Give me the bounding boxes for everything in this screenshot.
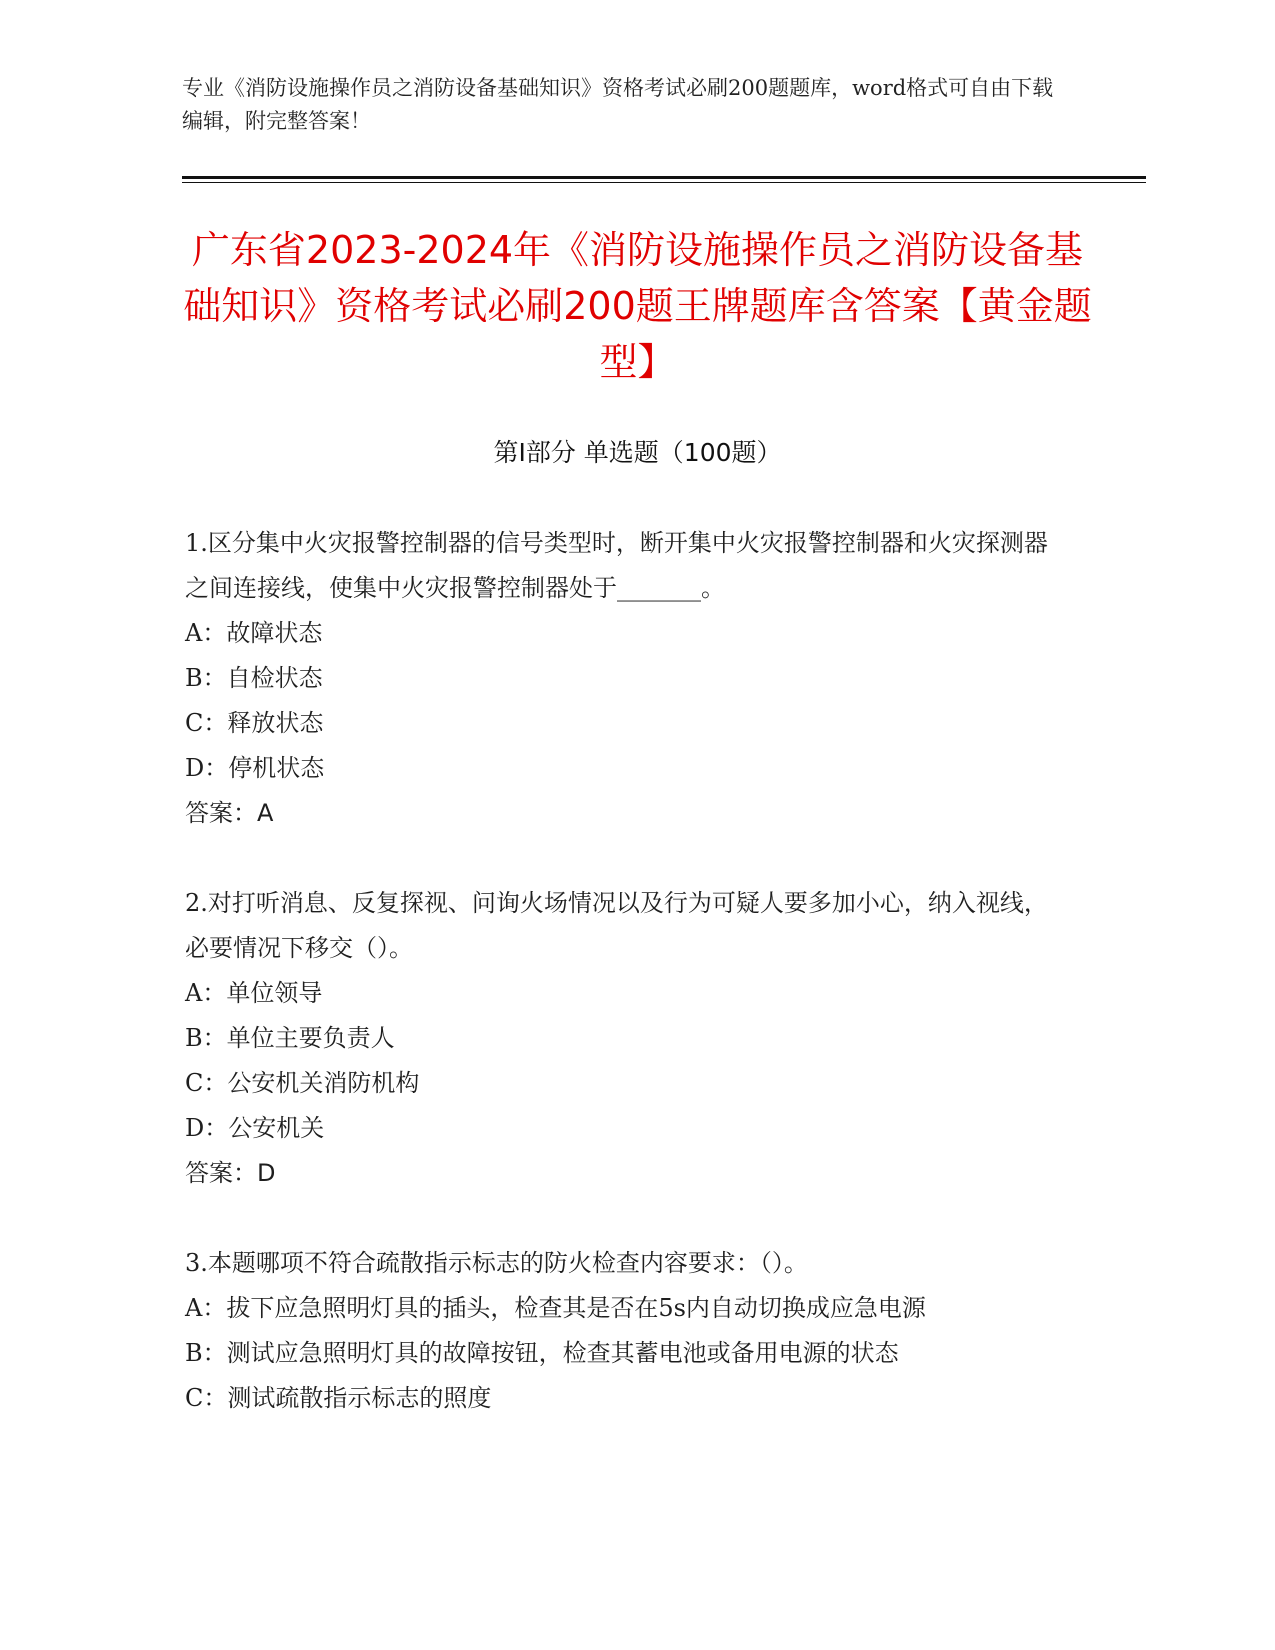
section-heading: 第Ⅰ部分 单选题（100题） (493, 438, 782, 467)
option-c: C：测试疏散指示标志的照度 (185, 1384, 492, 1412)
option-a: A：拔下应急照明灯具的插头，检查其是否在5s内自动切换成应急电源 (185, 1294, 926, 1322)
option-c: C：释放状态 (185, 709, 324, 737)
question-block (185, 521, 1065, 836)
question-block (185, 1241, 1065, 1421)
option-a: A：单位领导 (185, 979, 323, 1007)
header-rule-thin (182, 182, 1146, 183)
option-b: B：测试应急照明灯具的故障按钮，检查其蓄电池或备用电源的状态 (185, 1339, 899, 1367)
question-block (185, 881, 1065, 1196)
question-text: 2.对打听消息、反复探视、问询火场情况以及行为可疑人要多加小心，纳入视线，必要情况下移交（）。 (185, 889, 1048, 962)
header-note: 专业《消防设施操作员之消防设备基础知识》资格考试必刷200题题库，word格式可自由下载编辑，附完整答案！ (182, 76, 1054, 133)
answer: 答案：A (185, 799, 274, 827)
option-a: A：故障状态 (185, 619, 323, 647)
option-d: D：停机状态 (185, 754, 325, 782)
document-title: 广东省2023-2024年《消防设施操作员之消防设备基础知识》资格考试必刷200题王牌题库含答案【黄金题型】 (183, 228, 1092, 384)
question-text: 3.本题哪项不符合疏散指示标志的防火检查内容要求：（）。 (185, 1249, 808, 1277)
option-b: B：单位主要负责人 (185, 1024, 395, 1052)
question-text: 1.区分集中火灾报警控制器的信号类型时，断开集中火灾报警控制器和火灾探测器之间连接线，使集中火灾报警控制器处于_______。 (185, 529, 1048, 602)
answer: 答案：D (185, 1159, 276, 1187)
option-b: B：自检状态 (185, 664, 323, 692)
option-d: D：公安机关 (185, 1114, 325, 1142)
option-c: C：公安机关消防机构 (185, 1069, 420, 1097)
header-rule-thick (182, 176, 1146, 179)
question-list (185, 521, 1065, 1421)
